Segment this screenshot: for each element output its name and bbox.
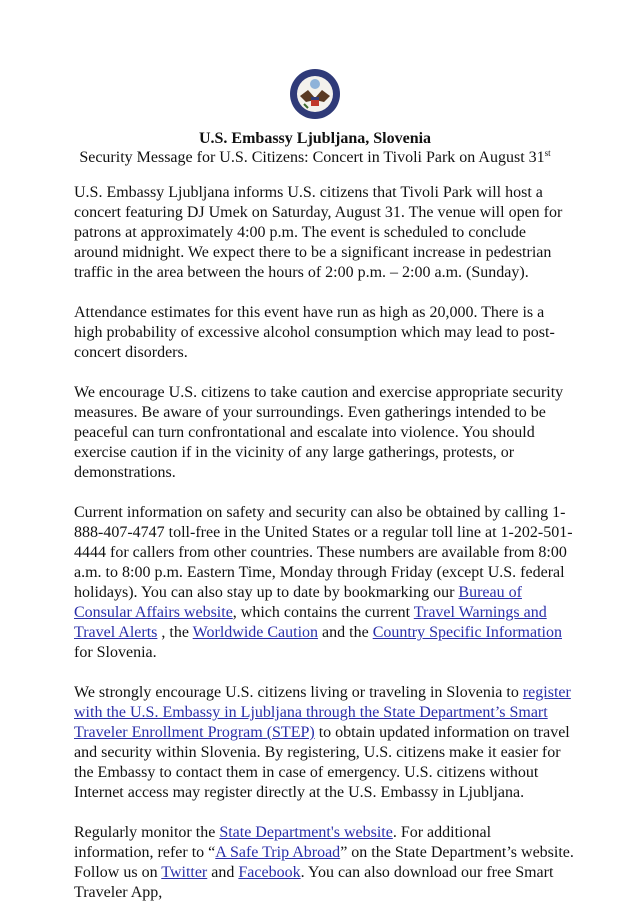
- message-body: [74, 183, 574, 923]
- step-registration-link[interactable]: register with the U.S. Embassy in Ljubljana through the State Department’s Smart Traveler Enrollment Program (STEP): [74, 684, 571, 741]
- worldwide-caution-link[interactable]: Worldwide Caution: [192, 624, 319, 641]
- travel-warnings-link[interactable]: Travel Warnings and Travel Alerts: [74, 604, 547, 641]
- text: . For additional information, refer to “: [74, 824, 492, 861]
- page-title: U.S. Embassy Ljubljana, Slovenia: [198, 130, 432, 147]
- text: , the: [157, 624, 193, 641]
- subtitle-text: Security Message for U.S. Citizens: Concert in Tivoli Park on August 31: [79, 149, 545, 166]
- text: to obtain updated information on travel and security within Slovenia. By registering, U.S. citizens make it easier for the Embassy to contact them in case of emergency. U.S. citizens without Internet access may register directly at the U.S. Embassy in Ljubljana.: [74, 724, 570, 801]
- text: , which contains the current: [232, 604, 414, 621]
- paragraph-contact-info: [74, 503, 574, 663]
- paragraph-step-registration: [74, 683, 574, 803]
- text: Regularly monitor the: [74, 824, 220, 841]
- subtitle-superscript: st: [544, 148, 551, 158]
- text: . You can also download our free Smart Traveler App,: [74, 864, 554, 901]
- text: and the: [318, 624, 373, 641]
- state-department-website-link[interactable]: State Department's website: [219, 824, 393, 841]
- text: ” on the State Department’s website. Follow us on: [74, 844, 574, 881]
- text: We strongly encourage U.S. citizens living or traveling in Slovenia to: [74, 684, 523, 701]
- page-subtitle: [0, 148, 630, 167]
- text: for Slovenia.: [74, 644, 157, 661]
- paragraph-attendance: Attendance estimates for this event have run as high as 20,000. There is a high probability of excessive alcohol consumption which may lead to post-concert disorders.: [74, 304, 555, 361]
- text: and: [207, 864, 239, 881]
- country-specific-info-link[interactable]: Country Specific Information: [372, 624, 562, 641]
- paragraph-concert-info: U.S. Embassy Ljubljana informs U.S. citizens that Tivoli Park will host a concert featuring DJ Umek on Saturday, August 31. The venue will open for patrons at approximately 4:00 p.m. The event is scheduled to conclude around midnight. We expect there to be a significant increase in pedestrian traffic in the area between the hours of 2:00 p.m. – 2:00 a.m. (Sunday).: [74, 184, 563, 281]
- facebook-link[interactable]: Facebook: [238, 864, 301, 881]
- safe-trip-abroad-link[interactable]: A Safe Trip Abroad: [215, 844, 341, 861]
- twitter-link[interactable]: Twitter: [161, 864, 208, 881]
- department-of-state-seal-icon: [284, 68, 346, 120]
- paragraph-caution: We encourage U.S. citizens to take caution and exercise appropriate security measures. Be aware of your surroundings. Even gatherings intended to be peaceful can turn confrontational and escalate into violence. You should exercise caution if in the vicinity of any large gatherings, protests, or demonstrations.: [74, 384, 564, 481]
- consular-affairs-link[interactable]: Bureau of Consular Affairs website: [74, 584, 522, 621]
- text: Current information on safety and security can also be obtained by calling 1-888-407-4747 toll-free in the United States or a regular toll line at 1-202-501-4444 for callers from other countries. These numbers are available from 8:00 a.m. to 8:00 p.m. Eastern Time, Monday through Friday (except U.S. federal holidays). You can also stay up to date by bookmarking our: [74, 504, 573, 601]
- paragraph-monitor: [74, 823, 574, 903]
